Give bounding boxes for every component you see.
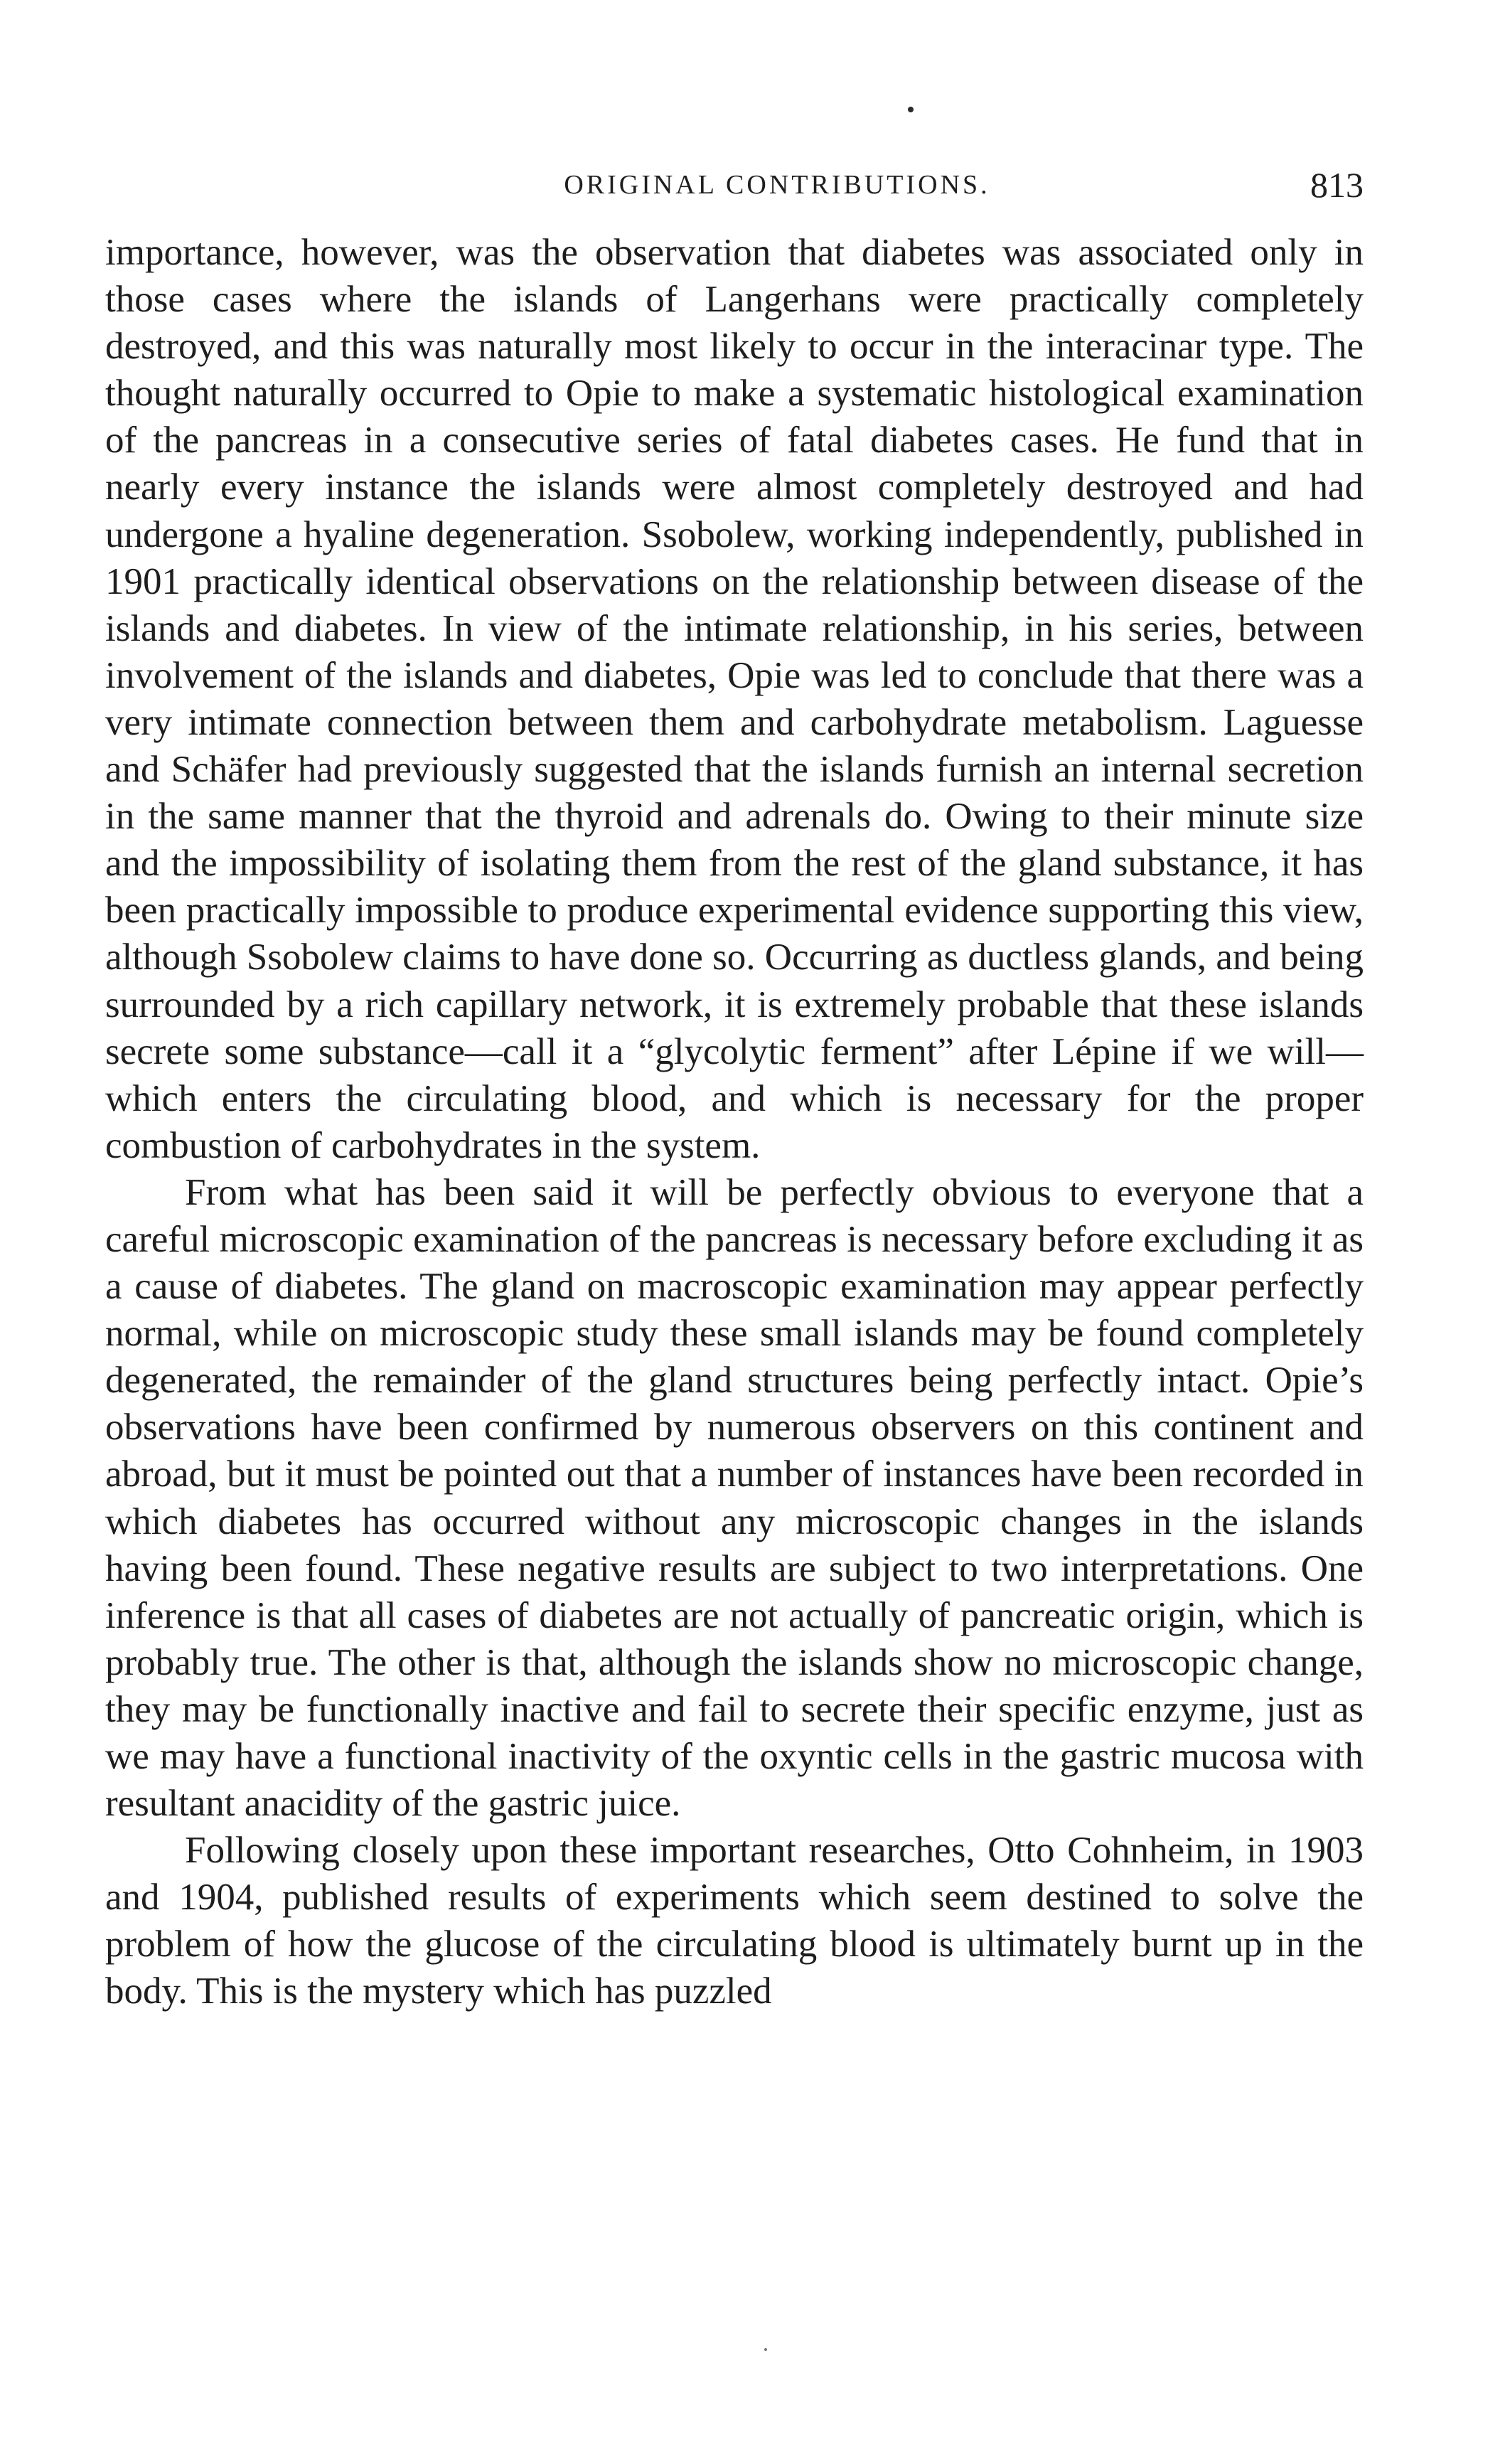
page-number: 813	[1310, 165, 1364, 205]
paragraph-continued: importance, however, was the observation that diabetes was associated only in those cases where the islands of Langerhans were practically completely destroyed, and this was naturally most likely to occur in the interacinar type. The thought naturally occurred to Opie to make a systematic histological examination of the pancreas in a consecutive series of fatal diabetes cases. He fund that in nearly every instance the islands were almost completely destroyed and had undergone a hyaline degeneration. Ssobolew, working independently, published in 1901 practically identical observations on the relationship between disease of the islands and diabetes. In view of the intimate relationship, in his series, between involvement of the islands and diabetes, Opie was led to conclude that there was a very intimate connection between them and carbohydrate metabolism. Laguesse and Schäfer had previously suggested that the islands furnish an internal secretion in the same manner that the thyroid and adrenals do. Owing to their minute size and the impossibility of isolating them from the rest of the gland substance, it has been practically impossible to produce experimental evidence supporting this view, although Ssobolew claims to have done so. Occurring as ductless glands, and being surrounded by a rich capillary network, it is extremely probable that these islands secrete some substance—call it a “glycolytic ferment” after Lépine if we will—which enters the circulating blood, and which is necessary for the proper combustion of carbohydrates in the system.	[105, 232, 1364, 1166]
page-speck	[764, 2348, 767, 2351]
running-header	[105, 160, 1364, 210]
paragraph-microscopic-examination: From what has been said it will be perfectly obvious to everyone that a careful microscopic examination of the pancreas is necessary before excluding it as a cause of diabetes. The gland on macroscopic examination may appear perfectly normal, while on microscopic study these small islands may be found completely degenerated, the remainder of the gland structures being perfectly intact. Opie’s observations have been confirmed by numerous observers on this continent and abroad, but it must be pointed out that a number of instances have been recorded in which diabetes has occurred without any microscopic changes in the islands having been found. These negative results are subject to two interpretations. One inference is that all cases of diabetes are not actually of pancreatic origin, which is probably true. The other is that, although the islands show no microscopic change, they may be functionally inactive and fail to secrete their specific enzyme, just as we may have a functional inactivity of the oxyntic cells in the gastric mucosa with resultant anacidity of the gastric juice.	[105, 1171, 1364, 1825]
running-title: ORIGINAL CONTRIBUTIONS.	[564, 170, 990, 200]
paragraph-cohnheim-researches: Following closely upon these important researches, Otto Cohnheim, in 1903 and 1904, published results of experiments which seem destined to solve the problem of how the glucose of the circulating blood is ultimately burnt up in the body. This is the mystery which has puzzled	[105, 1830, 1364, 2012]
printer-mark	[908, 107, 914, 112]
body-text	[105, 229, 1364, 2015]
